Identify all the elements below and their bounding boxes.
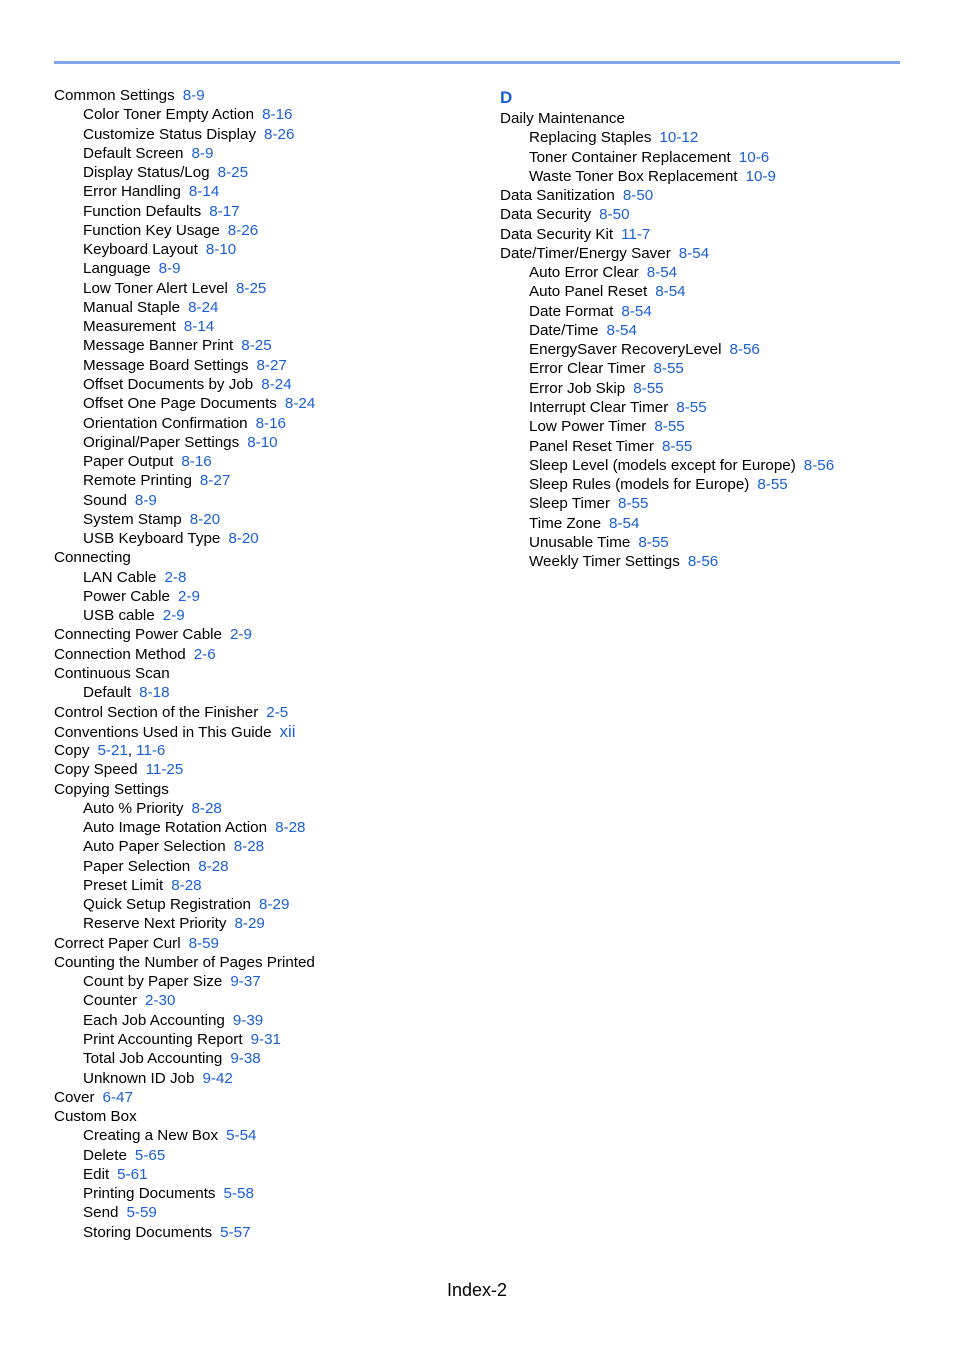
index-term: Measurement <box>83 318 176 336</box>
index-entry <box>54 703 474 722</box>
page-link[interactable]: 8-50 <box>622 187 654 205</box>
index-entry <box>54 1088 474 1107</box>
index-subentry <box>500 552 920 571</box>
index-entry <box>54 722 474 741</box>
index-subentry <box>54 202 474 221</box>
index-subentry <box>54 606 474 625</box>
index-term: Error Job Skip <box>529 379 626 397</box>
index-term: Copy Speed <box>54 761 138 779</box>
index-term: Counting the Number of Pages Printed <box>54 953 315 971</box>
index-subentry <box>54 1223 474 1242</box>
page-link[interactable]: 9-31 <box>250 1031 281 1049</box>
index-term: Panel Reset Timer <box>529 437 654 455</box>
page-link[interactable]: 5-54 <box>226 1127 257 1145</box>
index-term: Date Format <box>529 302 614 320</box>
index-entry <box>54 741 474 760</box>
index-subentry <box>54 356 474 375</box>
index-subentry <box>54 336 474 355</box>
index-entry <box>54 645 474 664</box>
page-link[interactable]: 8-25 <box>217 164 249 182</box>
index-term: Custom Box <box>54 1108 137 1126</box>
page-link[interactable]: 8-24 <box>188 298 219 316</box>
index-term: Printing Documents <box>83 1185 216 1203</box>
page-link[interactable]: 8-28 <box>171 876 202 894</box>
index-subentry <box>54 1049 474 1068</box>
index-term: Auto Error Clear <box>529 264 639 282</box>
page-link[interactable]: 8-55 <box>661 437 693 455</box>
page-link[interactable]: 8-14 <box>188 183 220 201</box>
index-term: Connecting <box>54 549 131 567</box>
page-link[interactable]: 8-26 <box>227 221 259 239</box>
index-term: Default Screen <box>83 144 184 162</box>
index-subentry <box>500 321 920 340</box>
index-subentry <box>54 1146 474 1165</box>
page-link[interactable]: 9-38 <box>230 1050 261 1068</box>
index-term: Interrupt Clear Timer <box>529 398 669 416</box>
page-link[interactable]: 8-55 <box>618 495 649 513</box>
index-term: Storing Documents <box>83 1223 213 1241</box>
index-subentry <box>500 514 920 533</box>
index-term: Total Job Accounting <box>83 1050 223 1068</box>
page-link[interactable]: 2-9 <box>162 607 185 625</box>
index-term: Auto Paper Selection <box>83 838 226 856</box>
index-term: Color Toner Empty Action <box>83 106 255 124</box>
index-term: Cover <box>54 1088 95 1106</box>
index-term: Quick Setup Registration <box>83 896 251 914</box>
index-subentry <box>54 972 474 991</box>
index-subentry <box>54 895 474 914</box>
index-term: Data Sanitization <box>500 187 615 205</box>
index-term: Unknown ID Job <box>83 1069 195 1087</box>
index-term: Keyboard Layout <box>83 241 198 259</box>
index-term: Data Security <box>500 206 592 224</box>
page-link[interactable]: 8-56 <box>687 553 719 571</box>
page-separator: , <box>127 742 133 760</box>
index-subentry <box>500 340 920 359</box>
page-link[interactable]: 11-6 <box>136 742 166 760</box>
page-link[interactable]: 8-28 <box>198 857 229 875</box>
index-term: Function Key Usage <box>83 221 220 239</box>
index-subentry <box>500 475 920 494</box>
index-term: Offset Documents by Job <box>83 375 254 393</box>
index-subentry <box>54 1069 474 1088</box>
index-subentry <box>54 414 474 433</box>
index-term: Function Defaults <box>83 202 202 220</box>
index-entry <box>54 86 474 105</box>
index-entry <box>54 760 474 779</box>
page-link[interactable]: 8-56 <box>729 341 760 359</box>
index-term: Orientation Confirmation <box>83 414 248 432</box>
page-link[interactable]: 5-58 <box>223 1185 254 1203</box>
index-subentry <box>500 456 920 475</box>
index-subentry <box>500 417 920 436</box>
page-link[interactable]: 6-47 <box>102 1088 133 1106</box>
index-subentry <box>54 375 474 394</box>
index-subentry <box>54 1165 474 1184</box>
page-link[interactable]: 8-25 <box>235 279 267 297</box>
index-term: LAN Cable <box>83 568 157 586</box>
index-subentry <box>500 263 920 282</box>
index-subentry <box>54 991 474 1010</box>
index-subentry <box>500 148 920 167</box>
page-link[interactable]: 8-27 <box>256 356 287 374</box>
index-term: Each Job Accounting <box>83 1011 225 1029</box>
index-term: Send <box>83 1204 119 1222</box>
page-link[interactable]: 8-54 <box>655 283 686 301</box>
index-subentry <box>54 298 474 317</box>
index-term: Unusable Time <box>529 533 631 551</box>
index-term: Reserve Next Priority <box>83 915 227 933</box>
index-subentry <box>500 302 920 321</box>
page-link[interactable]: 8-20 <box>189 510 221 528</box>
page-link[interactable]: 9-42 <box>202 1069 233 1087</box>
index-term: Connection Method <box>54 645 186 663</box>
index-subentry <box>54 125 474 144</box>
page-link[interactable]: 5-21 <box>97 742 128 760</box>
index-term: Waste Toner Box Replacement <box>529 167 738 185</box>
index-term: Message Board Settings <box>83 356 249 374</box>
page-link[interactable]: 2-30 <box>145 992 176 1010</box>
index-term: Control Section of the Finisher <box>54 703 259 721</box>
index-term: Weekly Timer Settings <box>529 553 680 571</box>
page-link[interactable]: 8-29 <box>259 896 290 914</box>
index-subentry <box>54 240 474 259</box>
index-entry <box>500 109 920 128</box>
index-term: Error Handling <box>83 183 181 201</box>
index-subentry <box>500 494 920 513</box>
index-entry <box>54 664 474 683</box>
page-link[interactable]: 8-28 <box>275 819 306 837</box>
index-term: Auto Image Rotation Action <box>83 819 268 837</box>
index-entry <box>500 205 920 224</box>
index-subentry <box>54 1126 474 1145</box>
index-term: Conventions Used in This Guide <box>54 723 272 741</box>
index-subentry <box>54 105 474 124</box>
index-term: USB Keyboard Type <box>83 530 221 548</box>
page-link[interactable]: 8-14 <box>183 318 215 336</box>
index-term: Sound <box>83 491 127 509</box>
index-term: Manual Staple <box>83 298 181 316</box>
index-subentry <box>500 379 920 398</box>
page-link[interactable]: 8-56 <box>803 456 835 474</box>
index-term: Message Banner Print <box>83 337 234 355</box>
index-subentry <box>54 491 474 510</box>
index-term: Counter <box>83 992 138 1010</box>
index-subentry <box>54 471 474 490</box>
index-entry <box>54 780 474 799</box>
page-link[interactable]: 8-54 <box>646 264 678 282</box>
page-link[interactable]: 8-28 <box>191 799 222 817</box>
index-term: Offset One Page Documents <box>83 395 277 413</box>
page-link[interactable]: 5-57 <box>220 1223 251 1241</box>
page-link[interactable]: 8-26 <box>264 125 295 143</box>
index-term: Copying Settings <box>54 780 169 798</box>
index-subentry <box>54 857 474 876</box>
index-subentry <box>54 1203 474 1222</box>
page-link[interactable]: 8-55 <box>653 360 684 378</box>
index-term: Paper Selection <box>83 857 191 875</box>
page-link[interactable]: 8-25 <box>241 337 272 355</box>
index-subentry <box>54 587 474 606</box>
page-link[interactable]: 8-24 <box>284 395 316 413</box>
index-entry <box>500 225 920 244</box>
page-link[interactable]: 8-27 <box>199 472 231 490</box>
header-rule <box>54 61 900 64</box>
index-term: Replacing Staples <box>529 129 652 147</box>
page-link[interactable]: 10-9 <box>745 167 776 185</box>
index-term: Sleep Timer <box>529 495 611 513</box>
page-link[interactable]: 10-6 <box>738 148 770 166</box>
index-term: Date/Time <box>529 321 599 339</box>
index-subentry <box>500 359 920 378</box>
index-term: Display Status/Log <box>83 164 210 182</box>
page-link[interactable]: xii <box>279 721 296 741</box>
index-subentry <box>54 317 474 336</box>
index-subentry <box>54 221 474 240</box>
index-term: Common Settings <box>54 87 175 104</box>
page-link[interactable]: 10-12 <box>659 129 699 147</box>
index-term: Time Zone <box>529 514 602 532</box>
index-term: USB cable <box>83 607 155 625</box>
index-subentry <box>54 452 474 471</box>
index-term: Language <box>83 260 151 278</box>
page-link[interactable]: 8-54 <box>606 321 637 339</box>
index-subentry <box>54 279 474 298</box>
page-link[interactable]: 8-16 <box>255 414 287 432</box>
index-term: Continuous Scan <box>54 664 170 682</box>
page-link[interactable]: 8-55 <box>654 418 685 436</box>
index-subentry <box>500 167 920 186</box>
index-subentry <box>54 144 474 163</box>
index-entry <box>500 244 920 263</box>
index-subentry <box>54 568 474 587</box>
page-link[interactable]: 8-16 <box>181 453 212 471</box>
index-subentry <box>54 818 474 837</box>
index-subentry <box>54 837 474 856</box>
page-link[interactable]: 8-10 <box>247 433 278 451</box>
index-subentry <box>54 529 474 548</box>
index-term: Date/Timer/Energy Saver <box>500 244 671 262</box>
index-term: Delete <box>83 1146 127 1164</box>
index-term: Auto % Priority <box>83 799 184 817</box>
index-subentry <box>54 163 474 182</box>
index-term: Creating a New Box <box>83 1127 219 1145</box>
index-subentry <box>500 282 920 301</box>
index-term: Low Toner Alert Level <box>83 279 228 297</box>
page-link[interactable]: 8-54 <box>621 302 652 320</box>
index-term: Edit <box>83 1165 110 1183</box>
index-term: Count by Paper Size <box>83 973 223 991</box>
page-link[interactable]: 8-54 <box>609 514 640 532</box>
page-link[interactable]: 8-9 <box>182 87 205 104</box>
page-link[interactable]: 2-9 <box>177 587 200 605</box>
page-link[interactable]: 8-55 <box>633 379 664 397</box>
page-link[interactable]: 8-10 <box>205 241 237 259</box>
index-entry <box>54 548 474 567</box>
index-term: Data Security Kit <box>500 225 614 243</box>
index-term: Sleep Level (models except for Europe) <box>529 456 796 474</box>
index-term: Customize Status Display <box>83 125 257 143</box>
page-link[interactable]: 8-28 <box>233 838 265 856</box>
page-link[interactable]: 2-5 <box>266 703 289 721</box>
index-subentry <box>54 1030 474 1049</box>
page-link[interactable]: 2-8 <box>164 568 187 586</box>
page-link[interactable]: 8-29 <box>234 915 265 933</box>
index-letter-heading: D <box>500 88 513 107</box>
index-term: Default <box>83 684 132 702</box>
index-term: Correct Paper Curl <box>54 934 181 952</box>
page-link[interactable]: 8-54 <box>678 244 710 262</box>
page-link[interactable]: 5-59 <box>126 1204 157 1222</box>
page-link[interactable]: 9-37 <box>230 973 261 991</box>
index-term: Sleep Rules (models for Europe) <box>529 476 750 494</box>
index-term: Remote Printing <box>83 472 192 490</box>
index-subentry <box>500 437 920 456</box>
page-link[interactable]: 8-9 <box>134 491 157 509</box>
index-entry <box>54 953 474 972</box>
page-link[interactable]: 8-9 <box>191 144 214 162</box>
index-subentry <box>54 876 474 895</box>
index-term: Preset Limit <box>83 876 164 894</box>
index-term: Copy <box>54 742 90 760</box>
index-subentry <box>54 394 474 413</box>
page-link[interactable]: 11-25 <box>145 761 184 779</box>
page-link[interactable]: 11-7 <box>621 225 651 243</box>
index-entry <box>54 625 474 644</box>
index-subentry <box>54 799 474 818</box>
index-column-right <box>500 86 920 571</box>
index-subentry <box>54 259 474 278</box>
index-subentry <box>500 533 920 552</box>
index-subentry <box>500 398 920 417</box>
index-entry <box>54 1107 474 1126</box>
page-link[interactable]: 5-65 <box>134 1146 166 1164</box>
page-link[interactable]: 8-24 <box>261 375 292 393</box>
index-entry <box>54 934 474 953</box>
index-subentry <box>54 914 474 933</box>
page-link[interactable]: 8-16 <box>262 106 293 124</box>
index-term: Auto Panel Reset <box>529 283 648 301</box>
index-term: Connecting Power Cable <box>54 626 223 644</box>
index-term: Print Accounting Report <box>83 1031 243 1049</box>
index-column-left <box>54 86 474 1242</box>
page-link[interactable]: 5-61 <box>117 1165 148 1183</box>
page-link[interactable]: 8-18 <box>139 684 170 702</box>
index-term: Low Power Timer <box>529 418 647 436</box>
page-link[interactable]: 8-55 <box>757 476 788 494</box>
page-link[interactable]: 8-9 <box>158 260 181 278</box>
index-term: Paper Output <box>83 453 174 471</box>
page-link[interactable]: 8-50 <box>599 206 630 224</box>
page-link[interactable]: 8-20 <box>228 530 259 548</box>
index-subentry <box>54 510 474 529</box>
index-subentry <box>54 683 474 702</box>
index-term: Toner Container Replacement <box>529 148 731 166</box>
page-link[interactable]: 2-9 <box>230 626 252 644</box>
index-term: EnergySaver RecoveryLevel <box>529 341 722 359</box>
page-link[interactable]: 9-39 <box>232 1011 264 1029</box>
page-link[interactable]: 8-55 <box>638 533 669 551</box>
index-subentry <box>54 1184 474 1203</box>
page-link[interactable]: 8-59 <box>188 934 220 952</box>
index-subentry <box>500 128 920 147</box>
index-entry <box>500 186 920 205</box>
index-subentry <box>54 1011 474 1030</box>
page-number: Index-2 <box>446 1280 508 1300</box>
index-term: Error Clear Timer <box>529 360 646 378</box>
index-term: Power Cable <box>83 587 170 605</box>
index-subentry <box>54 433 474 452</box>
page-link[interactable]: 2-6 <box>193 645 216 663</box>
page-link[interactable]: 8-17 <box>209 202 240 220</box>
index-term: Original/Paper Settings <box>83 433 240 451</box>
index-term: Daily Maintenance <box>500 110 625 127</box>
index-term: System Stamp <box>83 510 182 528</box>
index-subentry <box>54 182 474 201</box>
page-link[interactable]: 8-55 <box>676 398 707 416</box>
